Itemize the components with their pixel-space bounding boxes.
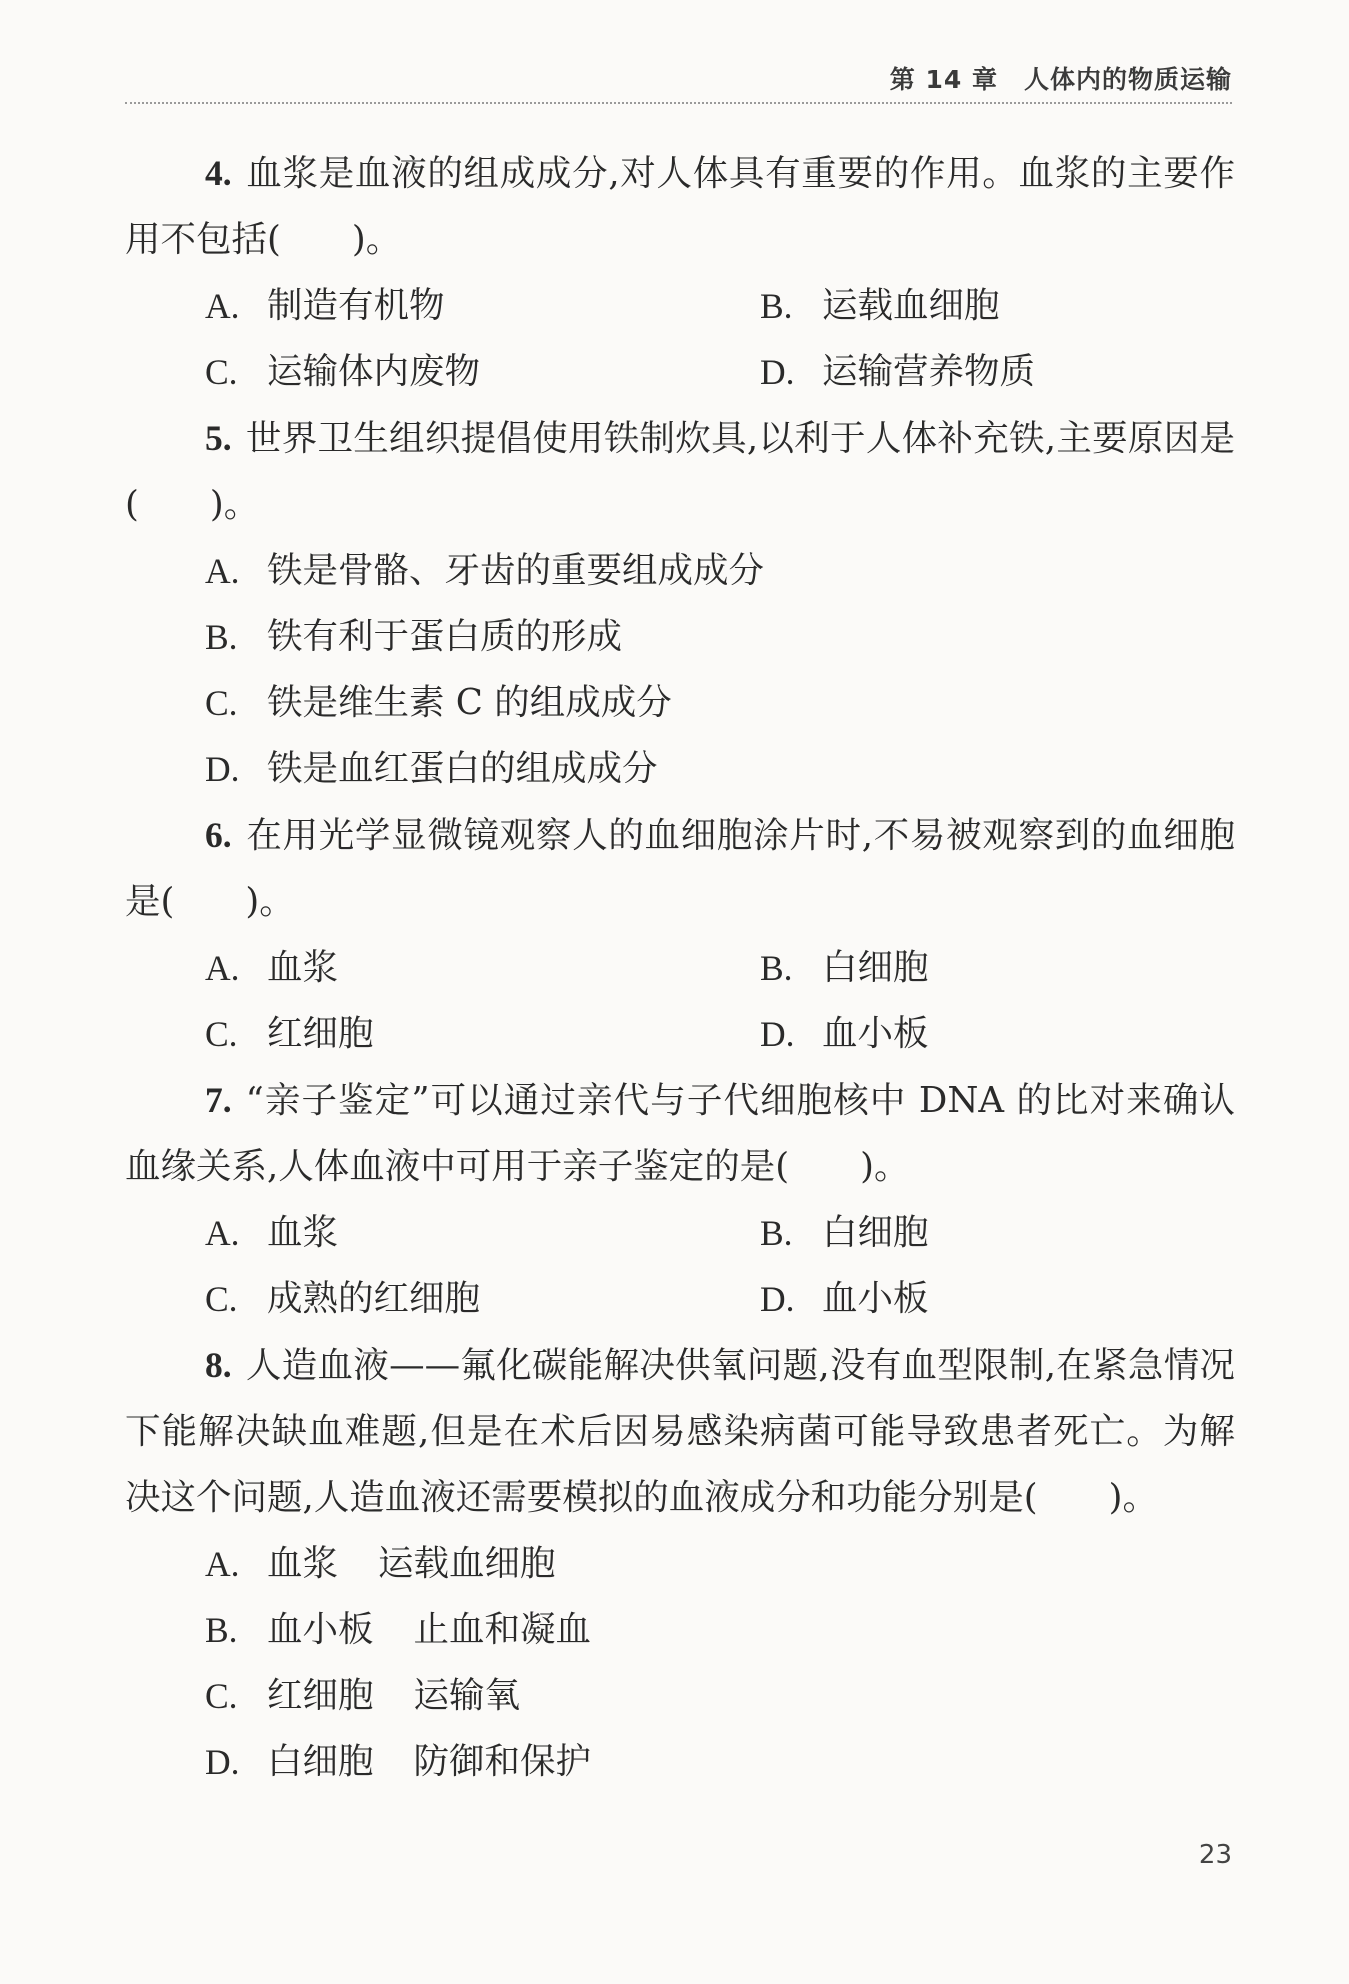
option-d: [205, 1729, 591, 1795]
option-text: 铁是维生素 C 的组成成分: [267, 682, 672, 723]
question-number: 7.: [205, 1080, 232, 1120]
option-row: [125, 670, 1235, 736]
option-letter: D.: [205, 749, 240, 789]
question-5: [125, 405, 1235, 802]
option-c: [205, 1663, 520, 1729]
option-b: [205, 604, 622, 670]
question-6: [125, 802, 1235, 1067]
option-row: [125, 273, 1235, 339]
option-d: [760, 1001, 929, 1067]
question-text: 人造血液——氟化碳能解决供氧问题,没有血型限制,在紧急情况下能解决缺血难题,但是在术后因易感染病菌可能导致患者死亡。为解决这个问题,人造血液还需要模拟的血液成分和功能分别是( )。: [125, 1345, 1235, 1518]
option-a: [205, 1200, 760, 1266]
option-letter: C.: [205, 1676, 238, 1716]
question-number: 6.: [205, 815, 232, 855]
option-a: [205, 1531, 556, 1597]
option-letter: B.: [205, 1610, 238, 1650]
option-b: [760, 935, 929, 1001]
option-text: 运输体内废物: [267, 351, 481, 392]
question-text: 世界卫生组织提倡使用铁制炊具,以利于人体补充铁,主要原因是( )。: [125, 418, 1235, 525]
option-text: 红细胞: [267, 1013, 374, 1054]
option-row: [125, 935, 1235, 1001]
option-letter: C.: [205, 1279, 238, 1319]
question-stem: [125, 140, 1235, 273]
option-text: 制造有机物: [267, 285, 445, 326]
option-row: [125, 1597, 1235, 1663]
question-stem: [125, 1332, 1235, 1531]
option-row: [125, 1200, 1235, 1266]
option-letter: A.: [205, 1544, 240, 1584]
page-number: 23: [1198, 1840, 1232, 1870]
question-stem: [125, 1067, 1235, 1200]
option-row: [125, 538, 1235, 604]
option-c: [205, 1001, 760, 1067]
option-row: [125, 604, 1235, 670]
option-c: [205, 339, 760, 405]
option-d: [205, 736, 658, 802]
option-a: [205, 935, 760, 1001]
option-text: 红细胞: [267, 1675, 374, 1716]
option-c: [205, 1266, 760, 1332]
option-b: [205, 1597, 591, 1663]
question-stem: [125, 802, 1235, 935]
option-row: [125, 1663, 1235, 1729]
question-text: 在用光学显微镜观察人的血细胞涂片时,不易被观察到的血细胞是( )。: [125, 815, 1235, 922]
option-text: 铁是血红蛋白的组成成分: [267, 748, 658, 789]
option-letter: D.: [205, 1742, 240, 1782]
question-number: 8.: [205, 1345, 232, 1385]
option-function-text: 运输氧: [413, 1675, 521, 1716]
question-4: [125, 140, 1235, 405]
option-row: [125, 1531, 1235, 1597]
option-row: [125, 1266, 1235, 1332]
option-text: 铁有利于蛋白质的形成: [267, 616, 623, 657]
option-text: 成熟的红细胞: [267, 1278, 481, 1319]
option-text: 运输营养物质: [822, 351, 1036, 392]
question-text: “亲子鉴定”可以通过亲代与子代细胞核中 DNA 的比对来确认血缘关系,人体血液中可用于亲子鉴定的是( )。: [125, 1080, 1235, 1187]
question-number: 5.: [205, 418, 232, 458]
option-text: 血浆: [267, 947, 339, 988]
option-letter: C.: [205, 683, 238, 723]
option-text: 白细胞: [822, 1212, 929, 1253]
option-letter: B.: [760, 286, 793, 326]
option-text: 血小板: [267, 1609, 374, 1650]
running-header: [125, 56, 1232, 104]
option-letter: B.: [205, 617, 238, 657]
option-b: [760, 1200, 929, 1266]
option-letter: A.: [205, 1213, 240, 1253]
question-7: [125, 1067, 1235, 1332]
question-8: [125, 1332, 1235, 1795]
option-a: [205, 273, 760, 339]
option-letter: C.: [205, 352, 238, 392]
option-letter: D.: [760, 352, 795, 392]
option-function-text: 防御和保护: [413, 1741, 592, 1782]
option-letter: B.: [760, 948, 793, 988]
option-row: [125, 736, 1235, 802]
option-a: [205, 538, 764, 604]
question-text: 血浆是血液的组成成分,对人体具有重要的作用。血浆的主要作用不包括( )。: [125, 153, 1235, 260]
option-text: 血小板: [822, 1013, 929, 1054]
option-letter: D.: [760, 1014, 795, 1054]
option-row: [125, 339, 1235, 405]
option-letter: A.: [205, 551, 240, 591]
option-c: [205, 670, 672, 736]
option-letter: B.: [760, 1213, 793, 1253]
chapter-title: 第 14 章 人体内的物质运输: [889, 65, 1232, 94]
option-text: 铁是骨骼、牙齿的重要组成成分: [267, 550, 765, 591]
option-letter: A.: [205, 948, 240, 988]
option-text: 血浆: [267, 1212, 339, 1253]
option-text: 血小板: [822, 1278, 929, 1319]
option-function-text: 运载血细胞: [378, 1543, 556, 1584]
question-stem: [125, 405, 1235, 538]
option-text: 运载血细胞: [822, 285, 1000, 326]
option-row: [125, 1729, 1235, 1795]
option-text: 白细胞: [822, 947, 929, 988]
option-text: 白细胞: [267, 1741, 374, 1782]
option-letter: D.: [760, 1279, 795, 1319]
question-list: [125, 140, 1235, 1795]
option-d: [760, 1266, 929, 1332]
question-number: 4.: [205, 153, 232, 193]
option-b: [760, 273, 1000, 339]
option-d: [760, 339, 1035, 405]
option-text: 血浆: [267, 1543, 339, 1584]
option-row: [125, 1001, 1235, 1067]
option-function-text: 止血和凝血: [413, 1609, 592, 1650]
option-letter: A.: [205, 286, 240, 326]
option-letter: C.: [205, 1014, 238, 1054]
